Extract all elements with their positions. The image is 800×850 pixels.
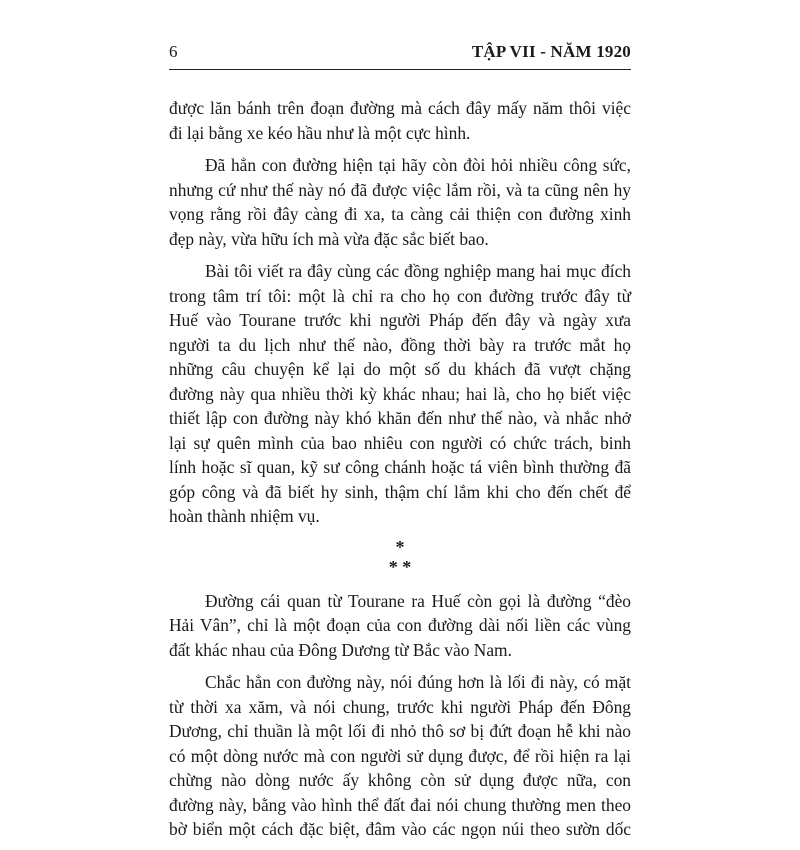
text-line: đường này, bằng vào hình thể đất đai nói chung thường men theo [169, 794, 631, 815]
text-line: lính hoặc sĩ quan, kỹ sư công chánh hoặc tá viên bình thường đã [169, 457, 631, 477]
text-line: Huế vào Tourane trước khi người Pháp đến đây và ngày xưa [169, 310, 631, 330]
text-line: những câu chuyện kể lại do một số du khách đã vượt chặng [169, 359, 631, 379]
paragraph [169, 259, 631, 529]
text-line: đi lại bằng xe kéo hầu như là một cực hình. [169, 122, 471, 143]
text-line: trong tâm trí tôi: một là chỉ ra cho họ con đường trước đây từ [169, 285, 631, 306]
page-number: 6 [169, 42, 178, 61]
text-line: Bài tôi viết ra đây cùng các đồng nghiệp mang hai mục đích [205, 261, 631, 281]
text-line: có một dòng nước mà con người sử dụng được, để rồi hiện ra lại [169, 745, 631, 766]
section-ornament [169, 537, 631, 577]
text-line: Hải Vân”, chỉ là một đoạn của con đường dài nối liền các vùng [169, 615, 631, 635]
text-line: đẹp này, vừa hữu ích mà vừa đặc sắc biết bao. [169, 228, 489, 249]
text-line: lại sự quên mình của bao nhiêu con người có chức trách, binh [169, 432, 631, 453]
page-body [169, 96, 631, 850]
text-line: chừng nào dòng nước ấy không còn sử dụng được nữa, con [169, 770, 631, 790]
text-line: Chắc hẳn con đường này, nói đúng hơn là lối đi này, có mặt [205, 672, 631, 692]
running-title: TẬP VII - NĂM 1920 [471, 42, 631, 61]
text-line: đất khác nhau của Đông Dương từ Bắc vào Nam. [169, 639, 512, 660]
text-line: Đã hẳn con đường hiện tại hãy còn đòi hỏi nhiều công sức, [205, 155, 631, 175]
header-rule [169, 69, 631, 70]
paragraph [169, 589, 631, 663]
ornament-top: * [395, 536, 405, 557]
text-line: thiết lập con đường này khó khăn đến như thế nào, và nhắc nhở [169, 408, 631, 428]
text-line: đường này qua nhiều thời kỳ khác nhau; hai là, cho họ biết việc [169, 383, 631, 404]
text-line: bờ biển một cách đặc biệt, đâm vào các ngọn núi theo sườn dốc [169, 819, 631, 839]
text-line: Đường cái quan từ Tourane ra Huế còn gọi là đường “đèo [205, 590, 631, 611]
paragraph-continuation [169, 96, 631, 145]
page-header [169, 42, 631, 72]
text-line: hoàn thành nhiệm vụ. [169, 506, 320, 526]
paragraph [169, 670, 631, 842]
text-line: được lăn bánh trên đoạn đường mà cách đây mấy năm thôi việc [169, 98, 631, 118]
ornament-bottom: * * [388, 556, 412, 577]
text-line: vọng rằng rồi đây càng đi xa, ta càng cải thiện con đường xinh [169, 204, 631, 224]
paragraph [169, 153, 631, 251]
text-line: người ta du lịch như thế nào, đồng thời bày ra trước mắt họ [169, 334, 631, 355]
text-line: từ thời xa xăm, và nói chung, trước khi người Pháp đến Đông [169, 696, 631, 717]
text-line: Dương, chỉ thuần là một lối đi nhỏ thô sơ bị đứt đoạn hễ khi nào [169, 721, 631, 741]
text-line: góp công và đã biết hy sinh, thậm chí lắm khi cho đến chết để [169, 481, 631, 502]
text-line: nhưng cứ như thế này nó đã được việc lắm rồi, và ta cũng nên hy [169, 179, 631, 200]
